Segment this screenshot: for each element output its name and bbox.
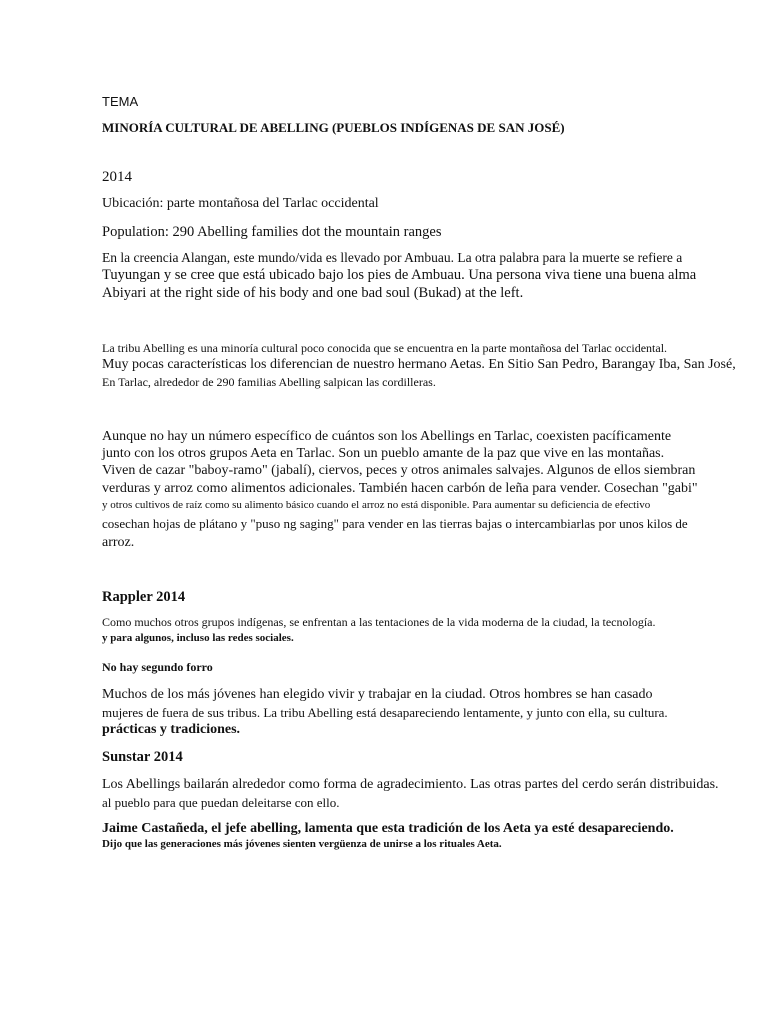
rappler-para-line: mujeres de fuera de sus tribus. La tribu Abelling está desapareciendo lentamente, y junto con ella, su cultura. <box>102 705 668 720</box>
para3-line: junto con los otros grupos Aeta en Tarlac. Son un pueblo amante de la paz que vive en las montañas. <box>102 446 665 461</box>
year-label: 2014 <box>102 169 132 185</box>
sunstar-para-line: al pueblo para que puedan deleitarse con ello. <box>102 795 340 810</box>
para3-line: y otros cultivos de raíz como su alimento básico cuando el arroz no está disponible. Para aumentar su deficiencia de efectivo <box>102 499 651 511</box>
sunstar-heading: Sunstar 2014 <box>102 749 183 765</box>
para1-line: Tuyungan y se cree que está ubicado bajo los pies de Ambuau. Una persona viva tiene una buena alma <box>102 267 697 283</box>
para3-line: cosechan hojas de plátano y "puso ng saging" para vender en las tierras bajas o intercambiarlas por unos kilos de <box>102 516 688 531</box>
rappler-heading: Rappler 2014 <box>102 589 186 605</box>
rappler-subheading: No hay segundo forro <box>102 660 213 674</box>
sunstar-quote: Dijo que las generaciones más jóvenes sienten vergüenza de unirse a los rituales Aeta. <box>102 838 502 850</box>
population-line: Population: 290 Abelling families dot the mountain ranges <box>102 224 442 240</box>
para2-line: En Tarlac, alrededor de 290 familias Abelling salpican las cordilleras. <box>102 375 436 389</box>
rappler-para-line: prácticas y tradiciones. <box>102 722 241 737</box>
location-line: Ubicación: parte montañosa del Tarlac occidental <box>102 196 379 211</box>
sunstar-quote: Jaime Castañeda, el jefe abelling, lamenta que esta tradición de los Aeta ya esté desapareciendo. <box>102 821 674 836</box>
para2-line: Muy pocas características los diferencian de nuestro hermano Aetas. En Sitio San Pedro, Barangay Iba, San José, <box>102 357 736 372</box>
para3-line: Viven de cazar "baboy-ramo" (jabalí), ciervos, peces y otros animales salvajes. Algunos de ellos siembran <box>102 463 696 478</box>
para3-line: arroz. <box>102 535 135 550</box>
rappler-line: y para algunos, incluso las redes sociales. <box>102 632 294 644</box>
para1-line: Abiyari at the right side of his body and one bad soul (Bukad) at the left. <box>102 285 524 301</box>
para2-line: La tribu Abelling es una minoría cultural poco conocida que se encuentra en la parte montañosa del Tarlac occidental. <box>102 341 668 355</box>
document-title: MINORÍA CULTURAL DE ABELLING (PUEBLOS INDÍGENAS DE SAN JOSÉ) <box>102 120 565 135</box>
tema-label: TEMA <box>102 94 139 109</box>
para3-line: Aunque no hay un número específico de cuántos son los Abellings en Tarlac, coexisten pacíficamente <box>102 429 672 444</box>
para1-line: En la creencia Alangan, este mundo/vida es llevado por Ambuau. La otra palabra para la muerte se refiere a <box>102 250 683 265</box>
sunstar-para-line: Los Abellings bailarán alrededor como forma de agradecimiento. Las otras partes del cerdo serán distribuidas. <box>102 777 719 792</box>
rappler-line: Como muchos otros grupos indígenas, se enfrentan a las tentaciones de la vida moderna de la ciudad, la tecnología. <box>102 615 656 629</box>
rappler-para-line: Muchos de los más jóvenes han elegido vivir y trabajar en la ciudad. Otros hombres se han casado <box>102 687 653 702</box>
para3-line: verduras y arroz como alimentos adicionales. También hacen carbón de leña para vender. Cosechan "gabi" <box>102 481 698 496</box>
